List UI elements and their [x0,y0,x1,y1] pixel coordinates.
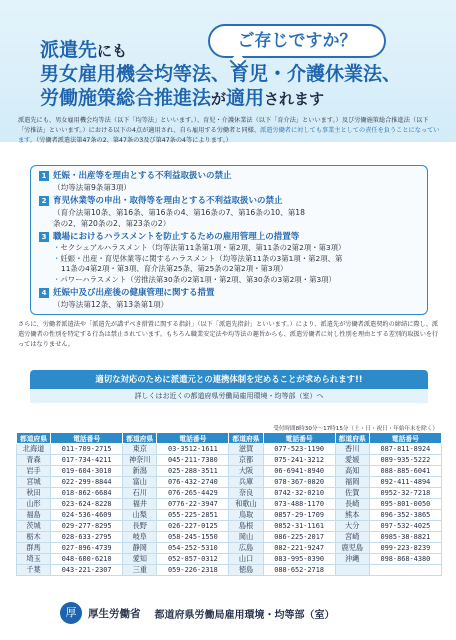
obligation-title: 4 妊娠中及び出産後の健康管理に関する措置 [39,287,419,299]
phone-cell: 076-265-4429 [157,488,229,499]
item-number-badge: 1 [39,171,49,181]
prefecture-cell: 栃木 [17,532,51,543]
prefecture-cell: 兵庫 [229,477,263,488]
headline-dispatch-dest: 派遣先 [40,39,98,61]
prefecture-cell: 宮崎 [335,532,369,543]
phone-cell: 043-221-2307 [51,565,123,576]
prefecture-cell: 岩手 [17,466,51,477]
phone-cell: 054-252-5310 [157,543,229,554]
prefecture-cell: 京都 [229,455,263,466]
phone-cell: 082-221-9247 [263,543,335,554]
obligation-legal-basis: （育介法第10条、第16条、第16条の4、第16条の7、第16条の10、第18 [53,208,305,217]
prefecture-cell: 宮城 [17,477,51,488]
prefecture-cell: 鳥取 [229,510,263,521]
phone-cell: 088-652-2718 [263,565,335,576]
table-header-cell: 都道府県 [123,433,157,444]
prefecture-cell: 和歌山 [229,499,263,510]
phone-cell: 011-709-2715 [51,444,123,455]
prefecture-cell: 愛知 [123,554,157,565]
phone-cell: 055-225-2851 [157,510,229,521]
prefecture-cell: 山口 [229,554,263,565]
phone-cell: 089-935-5222 [369,455,441,466]
prefecture-cell: 秋田 [17,488,51,499]
consult-banner [30,370,428,413]
prefecture-cell: 三重 [123,565,157,576]
ministry-name: 厚生労働省 [88,607,141,620]
phone-cell: 097-532-4025 [369,521,441,532]
phone-cell: 058-245-1550 [157,532,229,543]
phone-cell: 028-633-2795 [51,532,123,543]
harassment-bullet: ・ パワーハラスメント（労推法第30条の2第1項・第2項、第30条の3第2項・第3項） [39,275,419,286]
bureau-name: 都道府県労働局雇用環境・均等部（室） [154,609,335,621]
table-row [17,565,442,576]
prefecture-cell: 佐賀 [335,488,369,499]
prefecture-cell: 香川 [335,444,369,455]
prefecture-cell: 山梨 [123,510,157,521]
obligation-legal-basis: 条の2、第20条の2、第23条の2） [53,219,171,228]
prefecture-cell: 青森 [17,455,51,466]
phone-cell: 0852-31-1161 [263,521,335,532]
prefecture-cell: 奈良 [229,488,263,499]
prefecture-cell: 岡山 [229,532,263,543]
phone-cell: 092-411-4894 [369,477,441,488]
phone-cell: 078-367-0820 [263,477,335,488]
phone-cell: 03-3512-1611 [157,444,229,455]
phone-cell: 095-801-0050 [369,499,441,510]
prefecture-cell: 静岡 [123,543,157,554]
prefecture-cell: 神奈川 [123,455,157,466]
phone-cell: 0985-38-8821 [369,532,441,543]
phone-cell: 083-995-0390 [263,554,335,565]
table-row [17,543,442,554]
intro-paragraph: 派遣先にも、男女雇用機会均等法（以下「均等法」といいます。）、育児・介護休業法（以下「育介法」といいます。）及び労働施策総合推進法（以下「労推法」といいます。）における以下の4点が適用され、自ら雇用する労働者と同様、派遣労働者に対しても事業主としての責任を負うことになっています。（労働者派遣法第47条の2、第47条の3及び第47条の4等によります。） [18,117,440,144]
headline-particle: にも [97,42,128,60]
obligation-item [39,231,419,285]
phone-cell: 022-299-8844 [51,477,123,488]
headline-suffix: されます [264,90,325,108]
prefecture-cell: 埼玉 [17,554,51,565]
table-header-cell: 都道府県 [335,433,369,444]
headline-line2: 男女雇用機会均等法、育児・介護休業法、 [40,63,402,85]
table-header-cell: 都道府県 [229,433,263,444]
obligation-item [39,170,419,193]
phone-cell: 0742-32-0210 [263,488,335,499]
table-header-row [17,433,442,444]
prefecture-cell: 大阪 [229,466,263,477]
obligations-panel [30,165,428,315]
prefecture-cell: 愛媛 [335,455,369,466]
table-row [17,488,442,499]
item-number-badge: 3 [39,232,49,242]
prefecture-cell: 鹿児島 [335,543,369,554]
table-row [17,444,442,455]
prefecture-cell: 滋賀 [229,444,263,455]
prefecture-cell: 福井 [123,499,157,510]
prefecture-cell: 千葉 [17,565,51,576]
headline-line3 [40,86,430,111]
table-header-cell: 都道府県 [17,433,51,444]
prefecture-cell: 新潟 [123,466,157,477]
obligation-item [39,287,419,310]
obligation-title: 3 職場におけるハラスメントを防止するための雇用管理上の措置等 [39,231,419,243]
headline-line1 [40,38,430,63]
harassment-bullet: ・ セクシュアルハラスメント（均等法第11条第1項・第2項、第11条の2第2項・第3項） [39,243,419,254]
phone-cell: 029-277-8295 [51,521,123,532]
prefecture-cell: 福岡 [335,477,369,488]
obligation-legal-basis: （均等法第12条、第13条第1項） [53,300,169,309]
table-row [17,532,442,543]
prefecture-cell: 島根 [229,521,263,532]
phone-cell: 023-624-8228 [51,499,123,510]
phone-cell: 076-432-2740 [157,477,229,488]
prefecture-cell: 富山 [123,477,157,488]
table-header-cell: 電話番号 [51,433,123,444]
phone-cell: 045-211-7380 [157,455,229,466]
phone-cell: 025-288-3511 [157,466,229,477]
obligation-legal-basis: （均等法第9条第3項） [53,183,132,192]
contact-directory-table [16,432,442,576]
headline-law: 労働施策総合推進法 [40,87,212,109]
table-header-cell: 電話番号 [369,433,441,444]
table-row [17,466,442,477]
table-header-cell: 電話番号 [263,433,335,444]
headline-particle2: が [211,90,227,108]
phone-cell: 073-488-1170 [263,499,335,510]
prefecture-cell: 徳島 [229,565,263,576]
office-hours: 受付時間8時30分～17時15分（土・日・祝日・年始年末を除く） [273,426,438,432]
table-row [17,455,442,466]
table-row [17,477,442,488]
prefecture-cell: 北海道 [17,444,51,455]
table-row [17,499,442,510]
prefecture-cell: 広島 [229,543,263,554]
prefecture-cell: 長野 [123,521,157,532]
prefecture-cell: 高知 [335,466,369,477]
prefecture-cell: 福島 [17,510,51,521]
harassment-bullet: ・ 妊娠・出産・育児休業等に関するハラスメント（均等法第11条の3第1項・第2項、第 11条の4第2項・第3項、育介法第25条、第25条の2第2項・第3項） [39,254,419,275]
table-row [17,554,442,565]
phone-cell: 026-227-0125 [157,521,229,532]
item-number-badge: 2 [39,196,49,206]
prefecture-cell: 沖縄 [335,554,369,565]
consult-headline: 適切な対応のために派遣元との連携体制を定めることが求められます!! [30,370,428,389]
phone-cell: 018-862-6684 [51,488,123,499]
note-paragraph: さらに、労働者派遣法や「派遣先が講ずべき措置に関する指針」（以下「派遣先指針」といいます。）により、派遣先が労働者派遣契約の締結に際し、派遣労働者の性別を特定する行為は禁止されています。もちろん職業安定法や均等法の趣旨からも、派遣労働者に対し性別を理由とする差別的取扱いを行ってはなりません。 [18,321,439,348]
callout-bubble: ご存じですか？ [208,24,386,58]
item-number-badge: 4 [39,288,49,298]
prefecture-cell [335,565,369,576]
phone-cell: 096-352-3865 [369,510,441,521]
phone-cell: 077-523-1190 [263,444,335,455]
phone-cell: 048-600-6210 [51,554,123,565]
prefecture-cell: 長崎 [335,499,369,510]
table-row [17,521,442,532]
ministry-logo-icon: 厚 [60,602,82,624]
prefecture-cell: 石川 [123,488,157,499]
phone-cell: 059-226-2318 [157,565,229,576]
prefecture-cell: 熊本 [335,510,369,521]
prefecture-cell: 岐阜 [123,532,157,543]
phone-cell: 06-6941-8940 [263,466,335,477]
table-row [17,510,442,521]
headline-applied: 適用 [226,87,265,109]
phone-cell: 087-811-8924 [369,444,441,455]
phone-cell: 024-536-4609 [51,510,123,521]
table-header-cell: 電話番号 [157,433,229,444]
phone-cell: 0952-32-7218 [369,488,441,499]
obligation-title: 1 妊娠・出産等を理由とする不利益取扱いの禁止 [39,170,419,182]
phone-cell: 019-604-3010 [51,466,123,477]
obligation-item [39,195,419,229]
phone-cell: 017-734-4211 [51,455,123,466]
consult-subline: 詳しくはお近くの都道府県労働局雇用環境・均等部（室）へ [30,389,428,403]
footer [60,602,440,624]
prefecture-cell: 東京 [123,444,157,455]
phone-cell: 0857-29-1709 [263,510,335,521]
phone-cell: 088-885-6041 [369,466,441,477]
prefecture-cell: 群馬 [17,543,51,554]
phone-cell: 099-223-8239 [369,543,441,554]
phone-cell: 098-868-4380 [369,554,441,565]
phone-cell: 086-225-2017 [263,532,335,543]
phone-cell: 075-241-3212 [263,455,335,466]
phone-cell: 0776-22-3947 [157,499,229,510]
phone-cell: 027-896-4739 [51,543,123,554]
phone-cell: 052-857-0312 [157,554,229,565]
prefecture-cell: 山形 [17,499,51,510]
obligation-title: 2 育児休業等の申出・取得等を理由とする不利益取扱いの禁止 [39,195,419,207]
prefecture-cell: 大分 [335,521,369,532]
prefecture-cell: 茨城 [17,521,51,532]
phone-cell [369,565,441,576]
